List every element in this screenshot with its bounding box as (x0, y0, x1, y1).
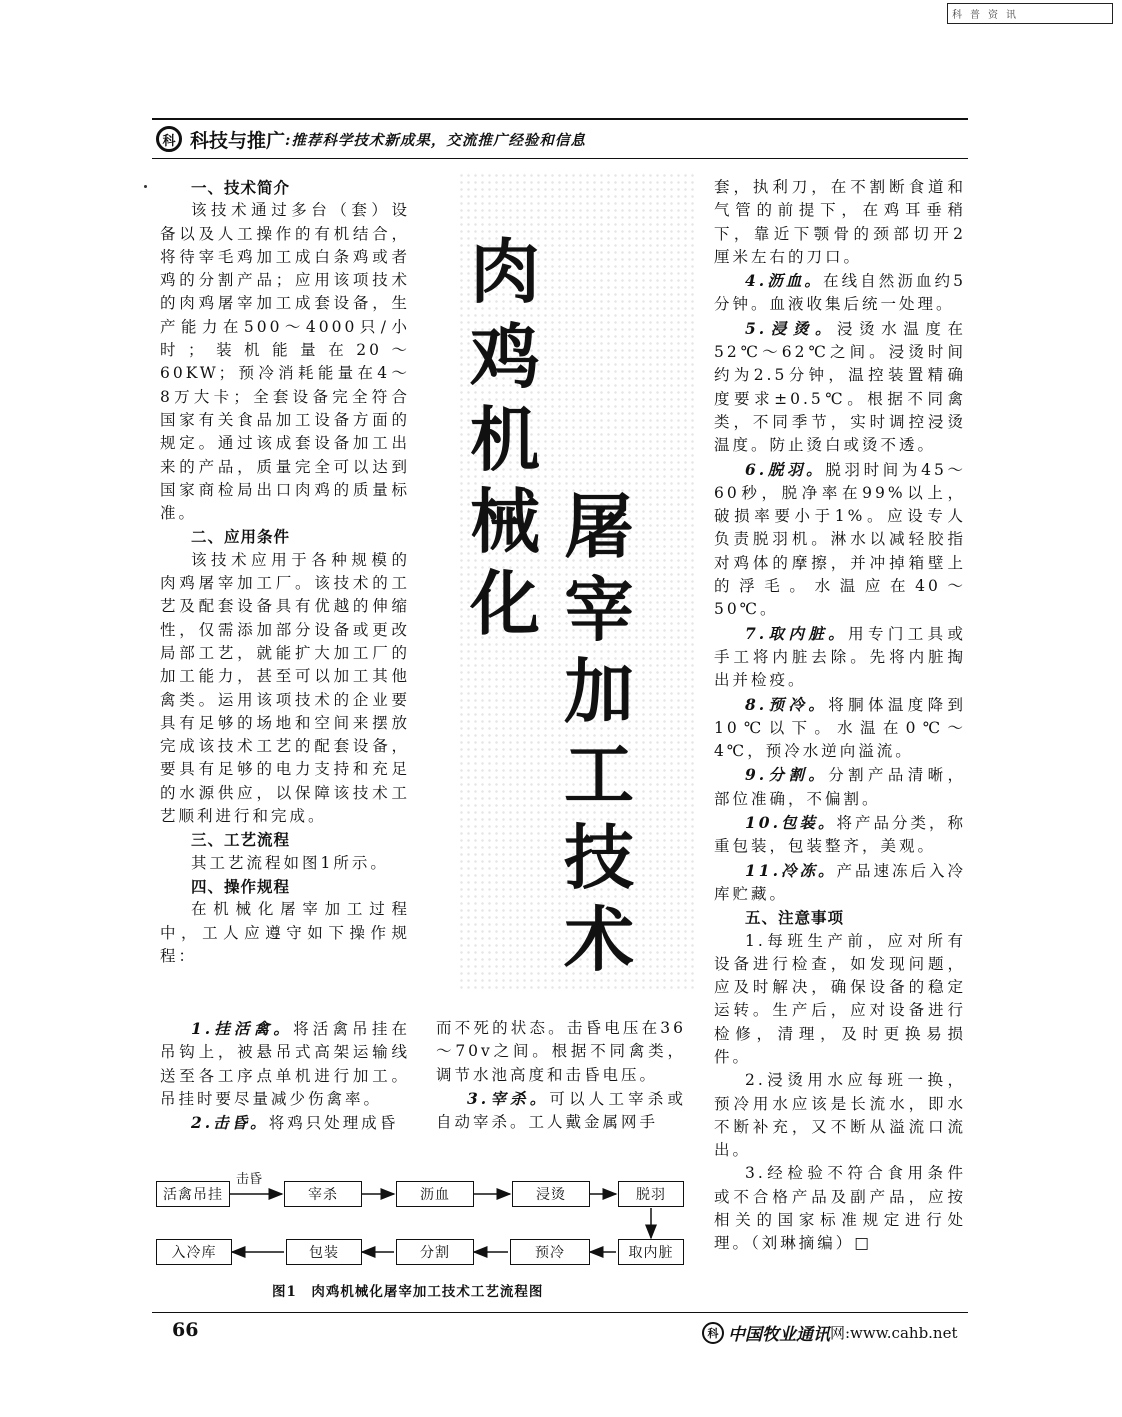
section-header (156, 124, 586, 154)
paragraph-conditions: 该技术应用于各种规模的肉鸡屠宰加工厂。该技术的工艺及配套设备具有优越的伸缩性，仅需添加部分设备或更改局部工艺，就能扩大加工厂的加工能力，甚至可以加工其他禽类。运用该项技术的企业要具有足够的场地和空间来摆放完成该技术工艺的配套设备，要具有足够的电力支持和充足的水源供应，以保障该技术工艺顺利进行和完成。 (160, 550, 410, 826)
title-char: 宰 (564, 569, 634, 651)
footer-brand (702, 1320, 958, 1345)
title-char: 技 (564, 817, 634, 899)
flow-step-bleed: 沥血 (396, 1181, 474, 1207)
step-freeze: 11.冷冻。产品速冻后入冷库贮藏。 (714, 860, 966, 903)
title-char: 屠 (564, 486, 634, 568)
title-char: 机 (470, 399, 540, 481)
step-evisceration: 7.取内脏。用专门工具或手工将内脏去除。先将内脏掏出并检疫。 (714, 623, 966, 690)
footer-rule (152, 1312, 968, 1313)
article-title (458, 172, 698, 992)
heading-conditions: 二、应用条件 (191, 527, 291, 547)
flow-step-evisceration: 取内脏 (618, 1239, 684, 1265)
flow-step-cut: 分割 (396, 1239, 474, 1265)
flow-step-prechill: 预冷 (510, 1239, 590, 1265)
step-slaughter-continued: 套，执利刀，在不割断食道和气管的前提下，在鸡耳垂稍下，靠近下颚骨的颈部切开2厘米左右的刀口。 (714, 178, 966, 266)
footer-publication: 中国牧业通讯 (728, 1325, 830, 1345)
flow-step-scald: 浸烫 (512, 1181, 590, 1207)
title-char: 加 (564, 651, 634, 733)
figure-caption: 图1 肉鸡机械化屠宰加工技术工艺流程图 (272, 1284, 544, 1300)
title-char: 械 (470, 481, 540, 563)
middle-lower-column (436, 1017, 686, 1134)
header-rule-thin (152, 158, 968, 159)
heading-notes: 五、注意事项 (745, 908, 845, 928)
title-char: 鸡 (470, 316, 540, 398)
step-hang: 1.挂活禽。将活禽吊挂在吊钩上，被悬吊式高架运输线送至各工序点单机进行加工。吊挂时要尽量减少伤禽率。 (160, 1019, 410, 1108)
step-stun-continued: 而不死的状态。击昏电压在36～70v之间。根据不同禽类，调节水池高度和击昏电压。 (436, 1019, 686, 1084)
paragraph-intro: 该技术通过多台（套）设备以及人工操作的有机结合，将待宰毛鸡加工成白条鸡或者鸡的分割产品；应用该项技术的肉鸡屠宰加工成套设备，生产能力在500～4000只/小时；装机能量在20～60KW；预冷消耗能量在4～8万大卡；全套设备完全符合国家有关食品加工设备方面的规定。通过该成套设备加工出来的产品，质量完全可以达到国家商检局出口肉鸡的质量标准。 (160, 201, 410, 523)
title-char: 肉 (470, 231, 540, 313)
left-lower-column (160, 1017, 410, 1135)
corner-section-label: 科普资讯 (952, 10, 1024, 21)
note-3: 3.经检验不符合食用条件或不合格产品及副产品，应按相关的国家标准规定进行处理。（刘琳摘编）□ (714, 1164, 966, 1253)
heading-intro: 一、技术简介 (191, 178, 291, 197)
step-bleed: 4.沥血。在线自然沥血约5分钟。血液收集后统一处理。 (714, 271, 966, 314)
flow-arrow-label: 击昏 (236, 1172, 263, 1187)
section-name: 科技与推广 (190, 129, 286, 152)
step-defeather: 6.脱羽。脱羽时间为45～60秒，脱净率在99%以上，破损率要小于1%。应设专人负责脱羽机。淋水以减轻胶指对鸡体的摩擦，并冲掉箱壁上的浮毛。水温应在40～50℃。 (714, 459, 966, 619)
flow-step-slaughter: 宰杀 (284, 1181, 362, 1207)
title-char: 工 (564, 734, 634, 816)
heading-rules: 四、操作规程 (191, 876, 291, 896)
step-cut: 9.分割。分割产品清晰，部位准确，不偏割。 (714, 765, 966, 808)
heading-process: 三、工艺流程 (191, 830, 291, 850)
header-rule (152, 118, 968, 120)
flow-step-storage: 入冷库 (156, 1239, 232, 1265)
paragraph-process: 其工艺流程如图1所示。 (191, 853, 389, 872)
corner-section-box (947, 3, 1113, 24)
step-stun: 2.击昏。将鸡只处理成昏 (191, 1113, 399, 1133)
paragraph-rules: 在机械化屠宰加工过程中，工人应遵守如下操作规程： (160, 900, 410, 965)
left-column (160, 176, 410, 968)
note-2: 2.浸烫用水应每班一换，预冷用水应该是长流水，即水不断补充，又不断从溢流口流出。 (714, 1071, 966, 1160)
flow-step-defeather: 脱羽 (618, 1181, 684, 1207)
scan-speck (144, 185, 147, 188)
step-slaughter: 3.宰杀。可以人工宰杀或自动宰杀。工人戴金属网手 (436, 1088, 686, 1132)
footer-website: 网:www.cahb.net (830, 1324, 958, 1342)
section-tagline: :推荐科学技术新成果，交流推广经验和信息 (285, 131, 586, 149)
step-pack: 10.包装。将产品分类，称重包装，包装整齐，美观。 (714, 813, 966, 856)
title-char: 术 (564, 899, 634, 981)
note-1: 1.每班生产前，应对所有设备进行检查，如发现问题，应及时解决，确保设备的稳定运转。生产后，应对设备进行检修，清理，及时更换易损件。 (714, 931, 966, 1066)
title-char: 化 (470, 563, 540, 645)
flow-step-pack: 包装 (286, 1239, 362, 1265)
page-number: 66 (172, 1319, 199, 1341)
flow-step-hang: 活禽吊挂 (156, 1181, 230, 1207)
publication-logo-icon: 科 (702, 1322, 724, 1344)
publication-logo-icon: 科 (156, 126, 182, 152)
step-scald: 5.浸烫。浸烫水温度在52℃～62℃之间。浸烫时间约为2.5分钟，温控装置精确度要求±0.5℃。根据不同禽类，不同季节，实时调控浸烫温度。防止烫白或烫不透。 (714, 318, 966, 455)
right-column (714, 176, 966, 1256)
step-prechill: 8.预冷。将胴体温度降到10℃以下。水温在0℃～4℃，预冷水逆向溢流。 (714, 694, 966, 761)
